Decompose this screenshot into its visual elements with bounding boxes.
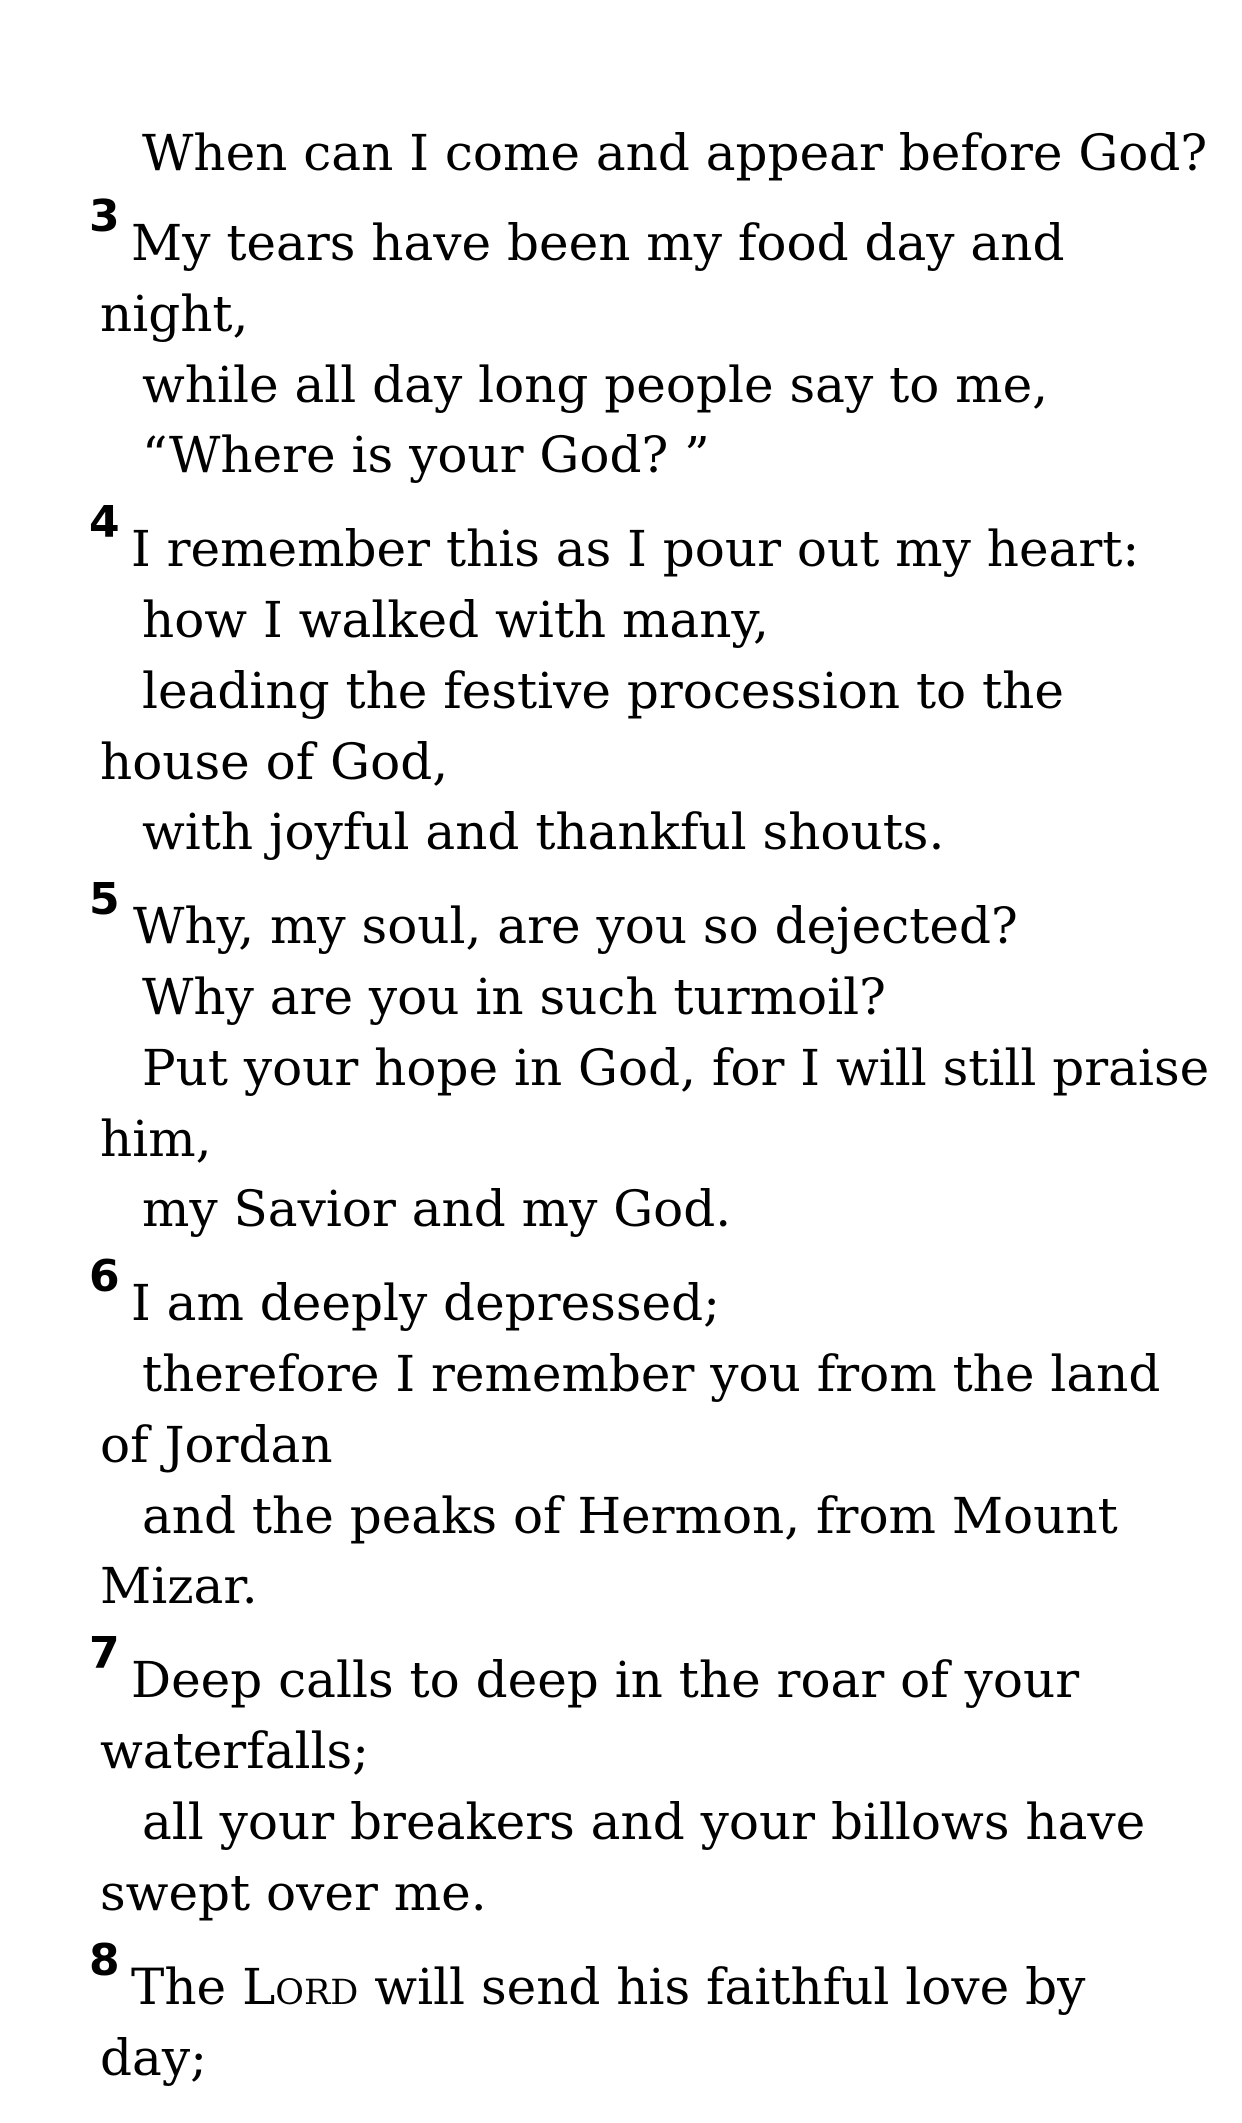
verse-line: therefore I remember you from the land (142, 1345, 1161, 1403)
verse-line: Why, my soul, are you so dejected? (133, 897, 1018, 955)
verse-line: house of God, (100, 733, 449, 791)
verse-line: and the peaks of Hermon, from Mount (142, 1487, 1118, 1545)
verse-line: “Where is your God? ” (142, 426, 710, 484)
verse-line: him, (100, 1110, 212, 1168)
verse-number: 3 (89, 191, 120, 242)
verse-line: I remember this as I pour out my heart: (131, 520, 1140, 578)
verse-line: how I walked with many, (142, 591, 769, 649)
verse-line: my Savior and my God. (142, 1180, 732, 1238)
verse-line: of Jordan (100, 1416, 333, 1474)
verse-line: When can I come and appear before God? (142, 124, 1208, 182)
verse-line: Mizar. (100, 1557, 258, 1615)
verse-line: Deep calls to deep in the roar of your (131, 1651, 1080, 1709)
verse-line: night, (100, 285, 249, 343)
verse-number: 5 (89, 874, 120, 925)
verse-number: 7 (89, 1628, 120, 1679)
verse-text: The (131, 1958, 227, 2016)
verse-line: My tears have been my food day and (131, 214, 1065, 272)
verse-line: leading the festive procession to the (142, 662, 1064, 720)
verse-line: while all day long people say to me, (142, 356, 1049, 414)
verse-number: 8 (89, 1935, 120, 1986)
divine-name: Lord (242, 1958, 359, 2016)
verse-text: will send his faithful love by (374, 1958, 1086, 2016)
verse-number: 6 (89, 1251, 120, 1302)
verse-number: 4 (89, 497, 120, 548)
verse-line: Why are you in such turmoil? (142, 968, 886, 1026)
verse-line: all your breakers and your billows have (142, 1793, 1146, 1851)
verse-line: waterfalls; (100, 1722, 369, 1780)
verse-line: I am deeply depressed; (131, 1274, 720, 1332)
verse-line (131, 1958, 1086, 2016)
verse-line: swept over me. (100, 1864, 487, 1922)
verse-line: day; (100, 2029, 207, 2087)
verse-line: with joyful and thankful shouts. (142, 803, 945, 861)
verse-line: Put your hope in God, for I will still praise (142, 1039, 1210, 1097)
